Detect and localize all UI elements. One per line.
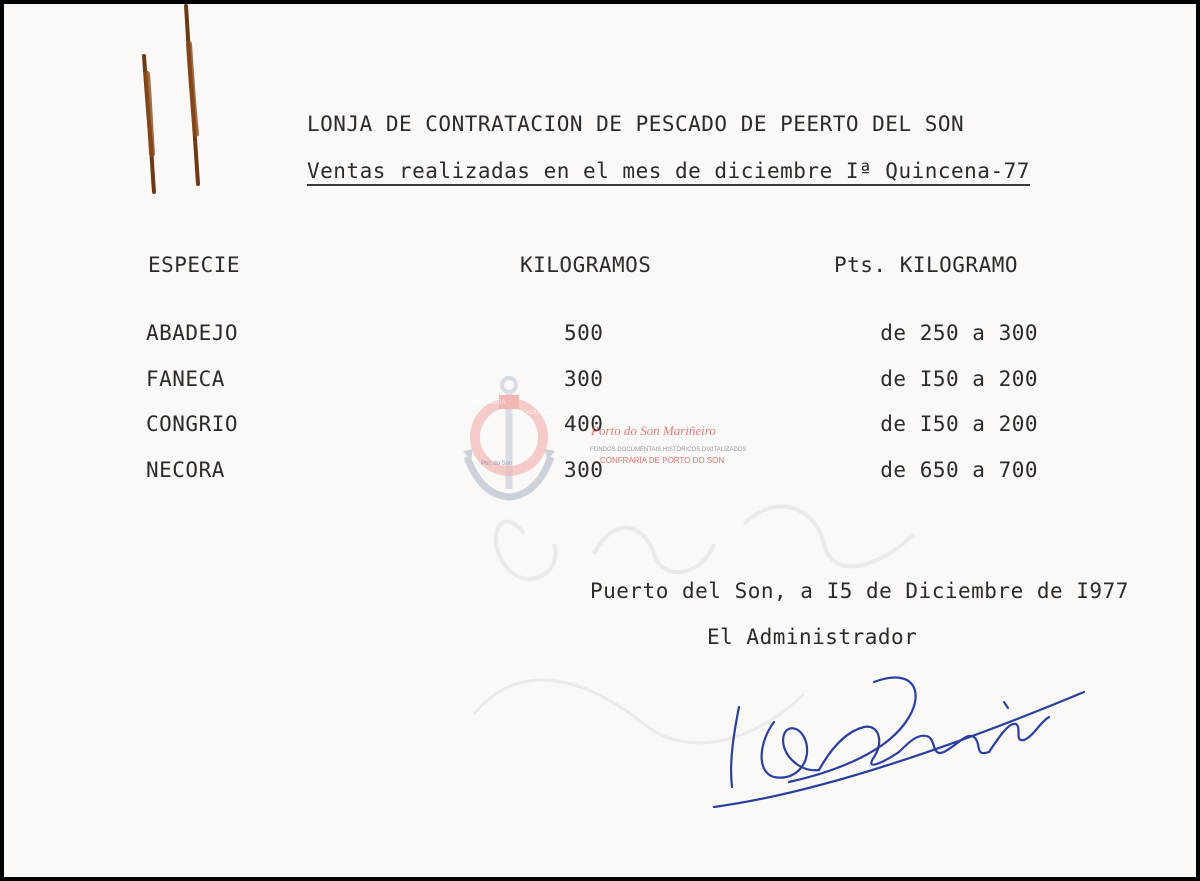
watermark-seal-right: PESCADORES <box>510 410 552 416</box>
column-header-precio: Pts. KILOGRAMO <box>834 253 1019 277</box>
row-precio: de I50 a 200 <box>880 412 1038 436</box>
document-subtitle: Ventas realizadas en el mes de diciembre Iª Quincena-77 <box>307 159 1030 186</box>
watermark-line2: CONFRARÍA DE PORTO DO SON <box>600 456 725 465</box>
row-kilogramos: 300 <box>564 367 604 391</box>
row-kilogramos: 300 <box>564 458 604 482</box>
place-date: Puerto del Son, a I5 de Diciembre de I977 <box>590 579 1129 603</box>
document-page <box>4 4 1196 877</box>
watermark-seal-top: CONFRARÍA <box>470 400 506 406</box>
row-precio: de 250 a 300 <box>880 321 1038 345</box>
row-precio: de I50 a 200 <box>880 367 1038 391</box>
row-kilogramos: 400 <box>564 412 604 436</box>
watermark-line1: FONDOS DOCUMENTAIS HISTÓRICOS DIXITALIZADOS <box>590 447 747 453</box>
watermark-brand: Porto do Son Mariñeiro <box>591 423 716 438</box>
row-especie: CONGRIO <box>146 412 239 436</box>
watermark-seal-bottom: Pto. do Son <box>481 461 513 467</box>
row-especie: NECORA <box>146 458 225 482</box>
rust-stain <box>134 4 224 204</box>
row-especie: FANECA <box>146 367 225 391</box>
document-title: LONJA DE CONTRATACION DE PESCADO DE PEERTO DEL SON <box>307 112 965 136</box>
signatory-title: El Administrador <box>707 625 918 649</box>
row-especie: ABADEJO <box>146 321 239 345</box>
column-header-kilogramos: KILOGRAMOS <box>520 253 652 277</box>
row-precio: de 650 a 700 <box>880 458 1038 482</box>
row-kilogramos: 500 <box>564 321 604 345</box>
signature-icon <box>704 662 1094 822</box>
column-header-especie: ESPECIE <box>148 253 241 277</box>
